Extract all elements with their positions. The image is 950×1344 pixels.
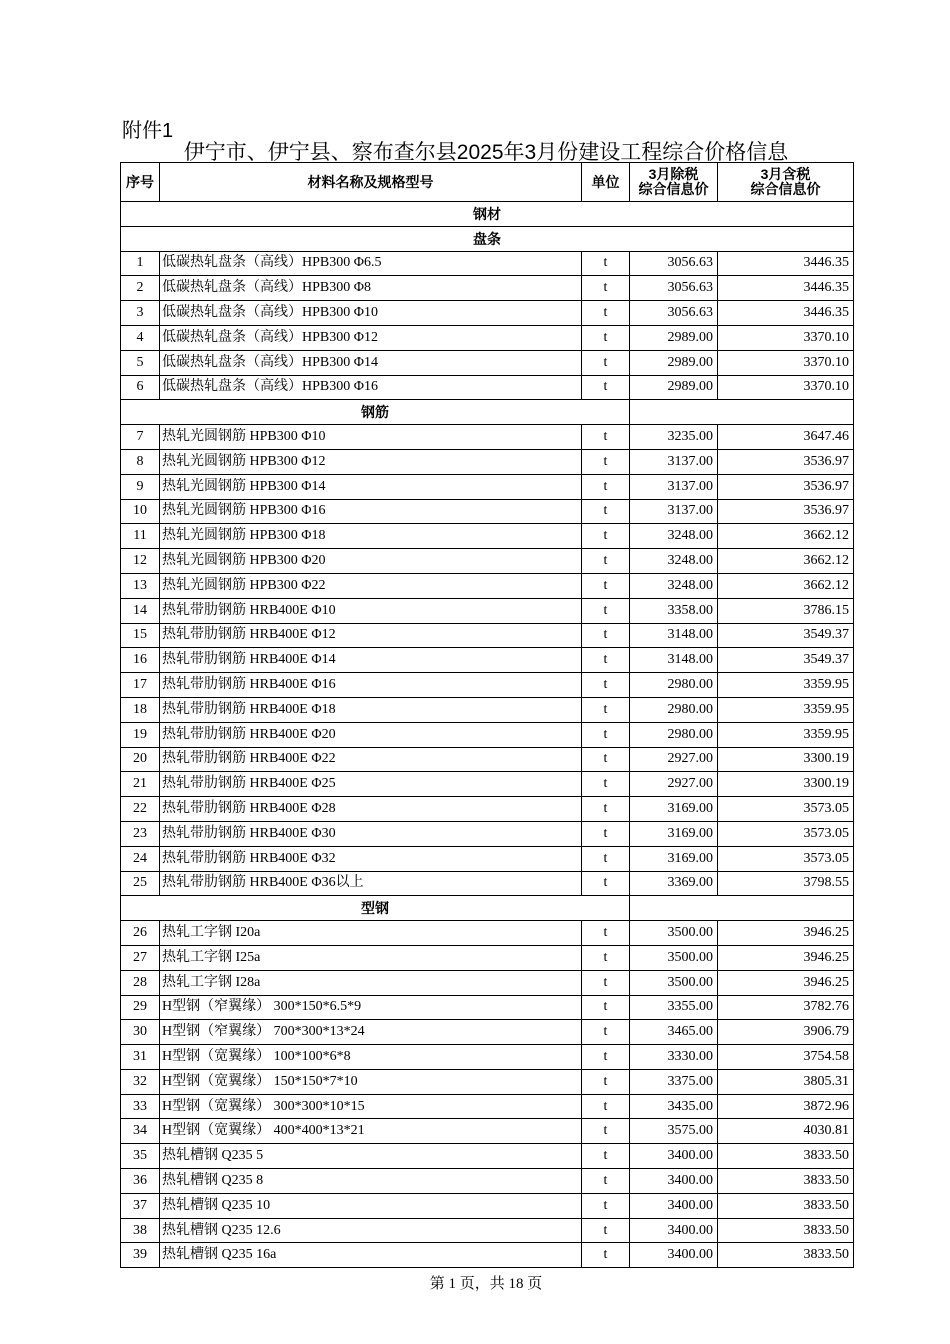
table-row [121,573,854,598]
row-with-tax-cell: 3805.31 [718,1069,854,1094]
row-pre-tax-cell: 3169.00 [630,846,718,871]
row-name-cell: 热轧工字钢 I25a [160,945,582,970]
row-pre-tax-cell: 3400.00 [630,1218,718,1243]
row-pre-tax-cell: 3148.00 [630,623,718,648]
row-with-tax-cell: 3662.12 [718,573,854,598]
section-blank-cell [630,896,854,921]
section-blank-cell [630,400,854,425]
table-row [121,772,854,797]
row-with-tax-cell: 3647.46 [718,425,854,450]
row-with-tax-cell: 3300.19 [718,747,854,772]
row-name-cell: 热轧带肋钢筋 HRB400E Φ22 [160,747,582,772]
row-with-tax-cell: 3359.95 [718,673,854,698]
row-pre-tax-cell: 3575.00 [630,1119,718,1144]
row-no-cell: 26 [121,921,160,946]
table-row [121,797,854,822]
row-with-tax-cell: 3536.97 [718,474,854,499]
price-table-body [121,163,854,1268]
row-no-cell: 16 [121,648,160,673]
row-pre-tax-cell: 2989.00 [630,375,718,400]
document-title: 伊宁市、伊宁县、察布查尔县2025年3月份建设工程综合价格信息 [183,141,789,164]
row-pre-tax-cell: 3500.00 [630,921,718,946]
row-name-cell: 热轧光圆钢筋 HPB300 Φ18 [160,524,582,549]
header-no: 序号 [121,163,160,202]
row-name-cell: 热轧槽钢 Q235 10 [160,1193,582,1218]
row-no-cell: 30 [121,1020,160,1045]
table-row [121,921,854,946]
table-row [121,598,854,623]
row-no-cell: 11 [121,524,160,549]
row-name-cell: 低碳热轧盘条（高线）HPB300 Φ12 [160,325,582,350]
row-with-tax-cell: 4030.81 [718,1119,854,1144]
row-name-cell: 低碳热轧盘条（高线）HPB300 Φ16 [160,375,582,400]
row-pre-tax-cell: 3330.00 [630,1045,718,1070]
category-row [121,202,854,227]
header-name: 材料名称及规格型号 [160,163,582,202]
row-no-cell: 1 [121,251,160,276]
row-pre-tax-cell: 3137.00 [630,474,718,499]
row-name-cell: H型钢（宽翼缘） 300*300*10*15 [160,1094,582,1119]
row-unit-cell: t [582,301,630,326]
row-with-tax-cell: 3549.37 [718,623,854,648]
row-name-cell: 热轧带肋钢筋 HRB400E Φ14 [160,648,582,673]
table-row [121,499,854,524]
row-pre-tax-cell: 2980.00 [630,673,718,698]
row-unit-cell: t [582,425,630,450]
row-unit-cell: t [582,474,630,499]
row-no-cell: 8 [121,449,160,474]
row-with-tax-cell: 3872.96 [718,1094,854,1119]
table-row [121,1020,854,1045]
header-unit: 单位 [582,163,630,202]
row-with-tax-cell: 3573.05 [718,821,854,846]
section-row [121,896,854,921]
table-row [121,1094,854,1119]
row-pre-tax-cell: 3169.00 [630,797,718,822]
row-pre-tax-cell: 3235.00 [630,425,718,450]
row-with-tax-cell: 3662.12 [718,524,854,549]
row-with-tax-cell: 3446.35 [718,251,854,276]
row-pre-tax-cell: 3056.63 [630,251,718,276]
table-row [121,350,854,375]
row-unit-cell: t [582,375,630,400]
row-with-tax-cell: 3370.10 [718,350,854,375]
row-name-cell: 热轧带肋钢筋 HRB400E Φ25 [160,772,582,797]
row-pre-tax-cell: 3169.00 [630,821,718,846]
row-name-cell: 热轧带肋钢筋 HRB400E Φ32 [160,846,582,871]
row-no-cell: 34 [121,1119,160,1144]
table-row [121,524,854,549]
table-row [121,1169,854,1194]
row-unit-cell: t [582,921,630,946]
row-unit-cell: t [582,598,630,623]
row-name-cell: 热轧带肋钢筋 HRB400E Φ36以上 [160,871,582,896]
row-pre-tax-cell: 3248.00 [630,549,718,574]
row-pre-tax-cell: 3358.00 [630,598,718,623]
row-unit-cell: t [582,276,630,301]
table-row [121,623,854,648]
row-unit-cell: t [582,945,630,970]
row-name-cell: 热轧工字钢 I28a [160,970,582,995]
table-row [121,722,854,747]
row-unit-cell: t [582,1094,630,1119]
table-row [121,301,854,326]
row-no-cell: 25 [121,871,160,896]
row-pre-tax-cell: 3056.63 [630,301,718,326]
row-no-cell: 13 [121,573,160,598]
row-pre-tax-cell: 2989.00 [630,325,718,350]
row-name-cell: 热轧带肋钢筋 HRB400E Φ12 [160,623,582,648]
header-with-tax: 3月含税 综合信息价 [718,163,854,202]
table-row [121,995,854,1020]
row-with-tax-cell: 3786.15 [718,598,854,623]
row-no-cell: 37 [121,1193,160,1218]
row-no-cell: 31 [121,1045,160,1070]
section-row [121,226,854,251]
row-no-cell: 19 [121,722,160,747]
row-with-tax-cell: 3662.12 [718,549,854,574]
row-no-cell: 28 [121,970,160,995]
row-name-cell: 热轧带肋钢筋 HRB400E Φ28 [160,797,582,822]
table-row [121,1119,854,1144]
row-name-cell: H型钢（宽翼缘） 100*100*6*8 [160,1045,582,1070]
row-no-cell: 21 [121,772,160,797]
row-name-cell: 热轧光圆钢筋 HPB300 Φ14 [160,474,582,499]
section-title: 型钢 [121,896,630,921]
row-pre-tax-cell: 3500.00 [630,945,718,970]
row-name-cell: 热轧带肋钢筋 HRB400E Φ30 [160,821,582,846]
table-row [121,251,854,276]
row-no-cell: 4 [121,325,160,350]
row-unit-cell: t [582,722,630,747]
section-title: 钢筋 [121,400,630,425]
row-no-cell: 29 [121,995,160,1020]
row-no-cell: 36 [121,1169,160,1194]
row-no-cell: 12 [121,549,160,574]
row-unit-cell: t [582,772,630,797]
row-name-cell: 低碳热轧盘条（高线）HPB300 Φ8 [160,276,582,301]
row-unit-cell: t [582,1045,630,1070]
row-unit-cell: t [582,573,630,598]
row-unit-cell: t [582,747,630,772]
row-name-cell: 热轧带肋钢筋 HRB400E Φ16 [160,673,582,698]
row-pre-tax-cell: 2927.00 [630,772,718,797]
row-name-cell: 热轧光圆钢筋 HPB300 Φ16 [160,499,582,524]
row-unit-cell: t [582,797,630,822]
row-with-tax-cell: 3573.05 [718,846,854,871]
row-pre-tax-cell: 3375.00 [630,1069,718,1094]
row-unit-cell: t [582,697,630,722]
row-with-tax-cell: 3754.58 [718,1045,854,1070]
row-with-tax-cell: 3370.10 [718,325,854,350]
table-row [121,1069,854,1094]
row-pre-tax-cell: 3137.00 [630,499,718,524]
row-no-cell: 7 [121,425,160,450]
row-no-cell: 14 [121,598,160,623]
row-with-tax-cell: 3300.19 [718,772,854,797]
row-with-tax-cell: 3833.50 [718,1169,854,1194]
header-pre-tax: 3月除税 综合信息价 [630,163,718,202]
row-with-tax-cell: 3946.25 [718,921,854,946]
row-unit-cell: t [582,1119,630,1144]
row-unit-cell: t [582,623,630,648]
row-name-cell: H型钢（窄翼缘） 300*150*6.5*9 [160,995,582,1020]
row-name-cell: 热轧槽钢 Q235 16a [160,1243,582,1268]
section-row [121,400,854,425]
row-pre-tax-cell: 3500.00 [630,970,718,995]
row-unit-cell: t [582,970,630,995]
table-row [121,449,854,474]
table-row [121,871,854,896]
table-header-row [121,163,854,202]
table-row [121,747,854,772]
row-no-cell: 9 [121,474,160,499]
table-row [121,673,854,698]
row-unit-cell: t [582,350,630,375]
row-with-tax-cell: 3833.50 [718,1243,854,1268]
row-unit-cell: t [582,524,630,549]
row-name-cell: H型钢（宽翼缘） 150*150*7*10 [160,1069,582,1094]
page-footer: 第 1 页，共 18 页 [429,1276,543,1292]
row-unit-cell: t [582,1243,630,1268]
row-pre-tax-cell: 3435.00 [630,1094,718,1119]
row-name-cell: 热轧光圆钢筋 HPB300 Φ20 [160,549,582,574]
row-name-cell: 热轧槽钢 Q235 5 [160,1144,582,1169]
row-with-tax-cell: 3549.37 [718,648,854,673]
row-with-tax-cell: 3573.05 [718,797,854,822]
row-name-cell: 热轧带肋钢筋 HRB400E Φ20 [160,722,582,747]
row-unit-cell: t [582,1020,630,1045]
row-name-cell: 热轧光圆钢筋 HPB300 Φ12 [160,449,582,474]
row-unit-cell: t [582,1144,630,1169]
row-with-tax-cell: 3446.35 [718,301,854,326]
row-pre-tax-cell: 2989.00 [630,350,718,375]
attachment-label: 附件1 [122,120,174,142]
table-row [121,697,854,722]
row-no-cell: 22 [121,797,160,822]
row-no-cell: 5 [121,350,160,375]
row-pre-tax-cell: 3465.00 [630,1020,718,1045]
row-no-cell: 3 [121,301,160,326]
table-row [121,474,854,499]
row-with-tax-cell: 3446.35 [718,276,854,301]
row-unit-cell: t [582,449,630,474]
row-with-tax-cell: 3833.50 [718,1144,854,1169]
table-row [121,648,854,673]
row-no-cell: 10 [121,499,160,524]
row-name-cell: 低碳热轧盘条（高线）HPB300 Φ10 [160,301,582,326]
row-no-cell: 32 [121,1069,160,1094]
row-no-cell: 6 [121,375,160,400]
row-no-cell: 18 [121,697,160,722]
row-pre-tax-cell: 3137.00 [630,449,718,474]
row-with-tax-cell: 3946.25 [718,945,854,970]
row-name-cell: 热轧槽钢 Q235 8 [160,1169,582,1194]
row-name-cell: 热轧带肋钢筋 HRB400E Φ10 [160,598,582,623]
row-no-cell: 20 [121,747,160,772]
row-name-cell: H型钢（宽翼缘） 400*400*13*21 [160,1119,582,1144]
row-no-cell: 35 [121,1144,160,1169]
table-row [121,549,854,574]
row-pre-tax-cell: 3400.00 [630,1144,718,1169]
row-no-cell: 27 [121,945,160,970]
row-pre-tax-cell: 2980.00 [630,722,718,747]
row-unit-cell: t [582,499,630,524]
row-with-tax-cell: 3536.97 [718,499,854,524]
section-title: 盘条 [121,226,854,251]
row-no-cell: 23 [121,821,160,846]
table-row [121,846,854,871]
table-row [121,1218,854,1243]
row-unit-cell: t [582,549,630,574]
row-pre-tax-cell: 3148.00 [630,648,718,673]
row-pre-tax-cell: 3400.00 [630,1243,718,1268]
row-name-cell: 热轧槽钢 Q235 12.6 [160,1218,582,1243]
row-unit-cell: t [582,995,630,1020]
row-no-cell: 17 [121,673,160,698]
row-pre-tax-cell: 3369.00 [630,871,718,896]
row-pre-tax-cell: 3056.63 [630,276,718,301]
table-row [121,1045,854,1070]
row-with-tax-cell: 3798.55 [718,871,854,896]
row-name-cell: 热轧带肋钢筋 HRB400E Φ18 [160,697,582,722]
row-no-cell: 2 [121,276,160,301]
row-no-cell: 38 [121,1218,160,1243]
row-pre-tax-cell: 3355.00 [630,995,718,1020]
row-no-cell: 15 [121,623,160,648]
row-unit-cell: t [582,1218,630,1243]
row-with-tax-cell: 3946.25 [718,970,854,995]
table-row [121,276,854,301]
row-no-cell: 33 [121,1094,160,1119]
row-pre-tax-cell: 2927.00 [630,747,718,772]
row-unit-cell: t [582,1169,630,1194]
table-row [121,375,854,400]
row-with-tax-cell: 3359.95 [718,722,854,747]
row-unit-cell: t [582,648,630,673]
row-name-cell: 热轧工字钢 I20a [160,921,582,946]
table-row [121,1193,854,1218]
category-title: 钢材 [121,202,854,227]
row-pre-tax-cell: 2980.00 [630,697,718,722]
row-unit-cell: t [582,1193,630,1218]
table-row [121,1243,854,1268]
row-with-tax-cell: 3833.50 [718,1193,854,1218]
row-unit-cell: t [582,871,630,896]
row-with-tax-cell: 3536.97 [718,449,854,474]
row-name-cell: H型钢（窄翼缘） 700*300*13*24 [160,1020,582,1045]
row-with-tax-cell: 3906.79 [718,1020,854,1045]
table-row [121,945,854,970]
row-unit-cell: t [582,821,630,846]
row-name-cell: 热轧光圆钢筋 HPB300 Φ10 [160,425,582,450]
row-unit-cell: t [582,846,630,871]
row-with-tax-cell: 3782.76 [718,995,854,1020]
row-pre-tax-cell: 3400.00 [630,1169,718,1194]
row-pre-tax-cell: 3400.00 [630,1193,718,1218]
row-unit-cell: t [582,673,630,698]
row-pre-tax-cell: 3248.00 [630,524,718,549]
table-row [121,425,854,450]
row-name-cell: 低碳热轧盘条（高线）HPB300 Φ6.5 [160,251,582,276]
row-name-cell: 热轧光圆钢筋 HPB300 Φ22 [160,573,582,598]
table-row [121,970,854,995]
row-unit-cell: t [582,251,630,276]
price-table [120,162,854,1268]
row-no-cell: 24 [121,846,160,871]
table-row [121,1144,854,1169]
row-with-tax-cell: 3833.50 [718,1218,854,1243]
row-unit-cell: t [582,325,630,350]
row-name-cell: 低碳热轧盘条（高线）HPB300 Φ14 [160,350,582,375]
row-no-cell: 39 [121,1243,160,1268]
row-with-tax-cell: 3370.10 [718,375,854,400]
row-pre-tax-cell: 3248.00 [630,573,718,598]
row-unit-cell: t [582,1069,630,1094]
table-row [121,821,854,846]
row-with-tax-cell: 3359.95 [718,697,854,722]
table-row [121,325,854,350]
